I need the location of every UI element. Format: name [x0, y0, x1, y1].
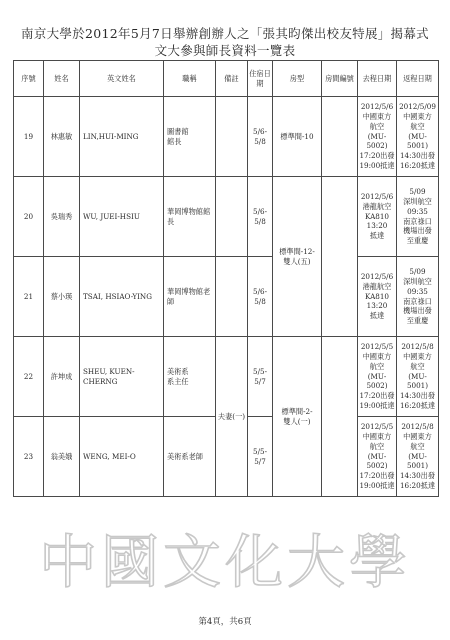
table-row: [14, 337, 439, 417]
row-number: 20: [14, 177, 44, 257]
remark-cell: 夫妻(一): [216, 337, 248, 497]
room-type: 標準間-2- 雙人(一): [273, 337, 322, 497]
room-type: 標準間-10: [273, 97, 322, 177]
room-number: [322, 97, 358, 177]
row-number: 23: [14, 417, 44, 497]
room-number: [322, 177, 358, 337]
departure-info: 2012/5/5 中國東方 航空 (MU-5002) 17:20出發 19:00抵達: [358, 417, 397, 497]
english-name: WENG, MEI-O: [80, 417, 164, 497]
university-watermark: [30, 520, 420, 600]
room-number: [322, 337, 358, 497]
chinese-name: 許坤成: [44, 337, 80, 417]
header-cell: 房型: [273, 61, 322, 97]
header-cell: 住宿日期: [248, 61, 273, 97]
row-number: 21: [14, 257, 44, 337]
header-cell: 姓名: [44, 61, 80, 97]
job-title: 美術系 系主任: [164, 337, 216, 417]
departure-info: 2012/5/6 中國東方 航空 (MU-5002) 17:20出發 19:00抵達: [358, 97, 397, 177]
stay-dates: 5/6-5/8: [248, 177, 273, 257]
departure-info: 2012/5/6 港龍航空 KA810 13:20 抵達: [358, 257, 397, 337]
row-number: 19: [14, 97, 44, 177]
table-row: [14, 257, 439, 337]
stay-dates: 5/6-5/8: [248, 97, 273, 177]
departure-info: 2012/5/6 港龍航空 KA810 13:20 抵達: [358, 177, 397, 257]
header-cell: 去程日期: [358, 61, 397, 97]
job-title: 華岡博物館老 師: [164, 257, 216, 337]
remark-cell: [216, 177, 248, 257]
departure-info: 2012/5/5 中國東方 航空 (MU-5002) 17:20出發 19:00抵達: [358, 337, 397, 417]
room-type: 標準間-12- 雙人(五): [273, 177, 322, 337]
remark-cell: [216, 257, 248, 337]
stay-dates: 5/5-5/7: [248, 337, 273, 417]
page-footer: 第4頁，共6頁: [198, 617, 252, 627]
return-info: 2012/5/09 中國東方 航空 (MU- 5001) 14:30出發 16:20抵達: [397, 97, 439, 177]
header-cell: 英文姓名: [80, 61, 164, 97]
english-name: SHEU, KUEN- CHERNG: [80, 337, 164, 417]
table-row: [14, 97, 439, 177]
english-name: TSAI, HSIAO-YING: [80, 257, 164, 337]
job-title: 圖書館 館長: [164, 97, 216, 177]
watermark-text: 中國文化大學: [38, 528, 412, 596]
chinese-name: 蔡小瑛: [44, 257, 80, 337]
table-header-row: [14, 61, 439, 97]
document-subtitle: 文大參與師長資料一覽表: [154, 43, 296, 58]
table-row: [14, 177, 439, 257]
english-name: LIN,HUI-MING: [80, 97, 164, 177]
header-cell: 職稱: [164, 61, 216, 97]
document-title: 南京大學於2012年5月7日舉辦創辦人之「張其昀傑出校友特展」揭幕式: [21, 26, 429, 41]
chinese-name: 林惠敏: [44, 97, 80, 177]
english-name: WU, JUEI-HSIU: [80, 177, 164, 257]
chinese-name: 吳瑞秀: [44, 177, 80, 257]
stay-dates: 5/6-5/8: [248, 257, 273, 337]
staff-info-table: [13, 60, 439, 497]
header-cell: 備註: [216, 61, 248, 97]
job-title: 美術系老師: [164, 417, 216, 497]
header-cell: 序號: [14, 61, 44, 97]
stay-dates: 5/5-5/7: [248, 417, 273, 497]
remark-cell: [216, 97, 248, 177]
return-info: 2012/5/8 中國東方 航空 (MU- 5001) 14:30出發 16:20抵達: [397, 417, 439, 497]
header-cell: 返程日期: [397, 61, 439, 97]
job-title: 華岡博物館館 長: [164, 177, 216, 257]
return-info: 5/09 深圳航空 09:35 南京祿口 機場出發 至重慶: [397, 257, 439, 337]
chinese-name: 翁美娥: [44, 417, 80, 497]
header-cell: 房間編號: [322, 61, 358, 97]
return-info: 2012/5/8 中國東方 航空 (MU- 5001) 14:30出發 16:20抵達: [397, 337, 439, 417]
return-info: 5/09 深圳航空 09:35 南京祿口 機場出發 至重慶: [397, 177, 439, 257]
row-number: 22: [14, 337, 44, 417]
